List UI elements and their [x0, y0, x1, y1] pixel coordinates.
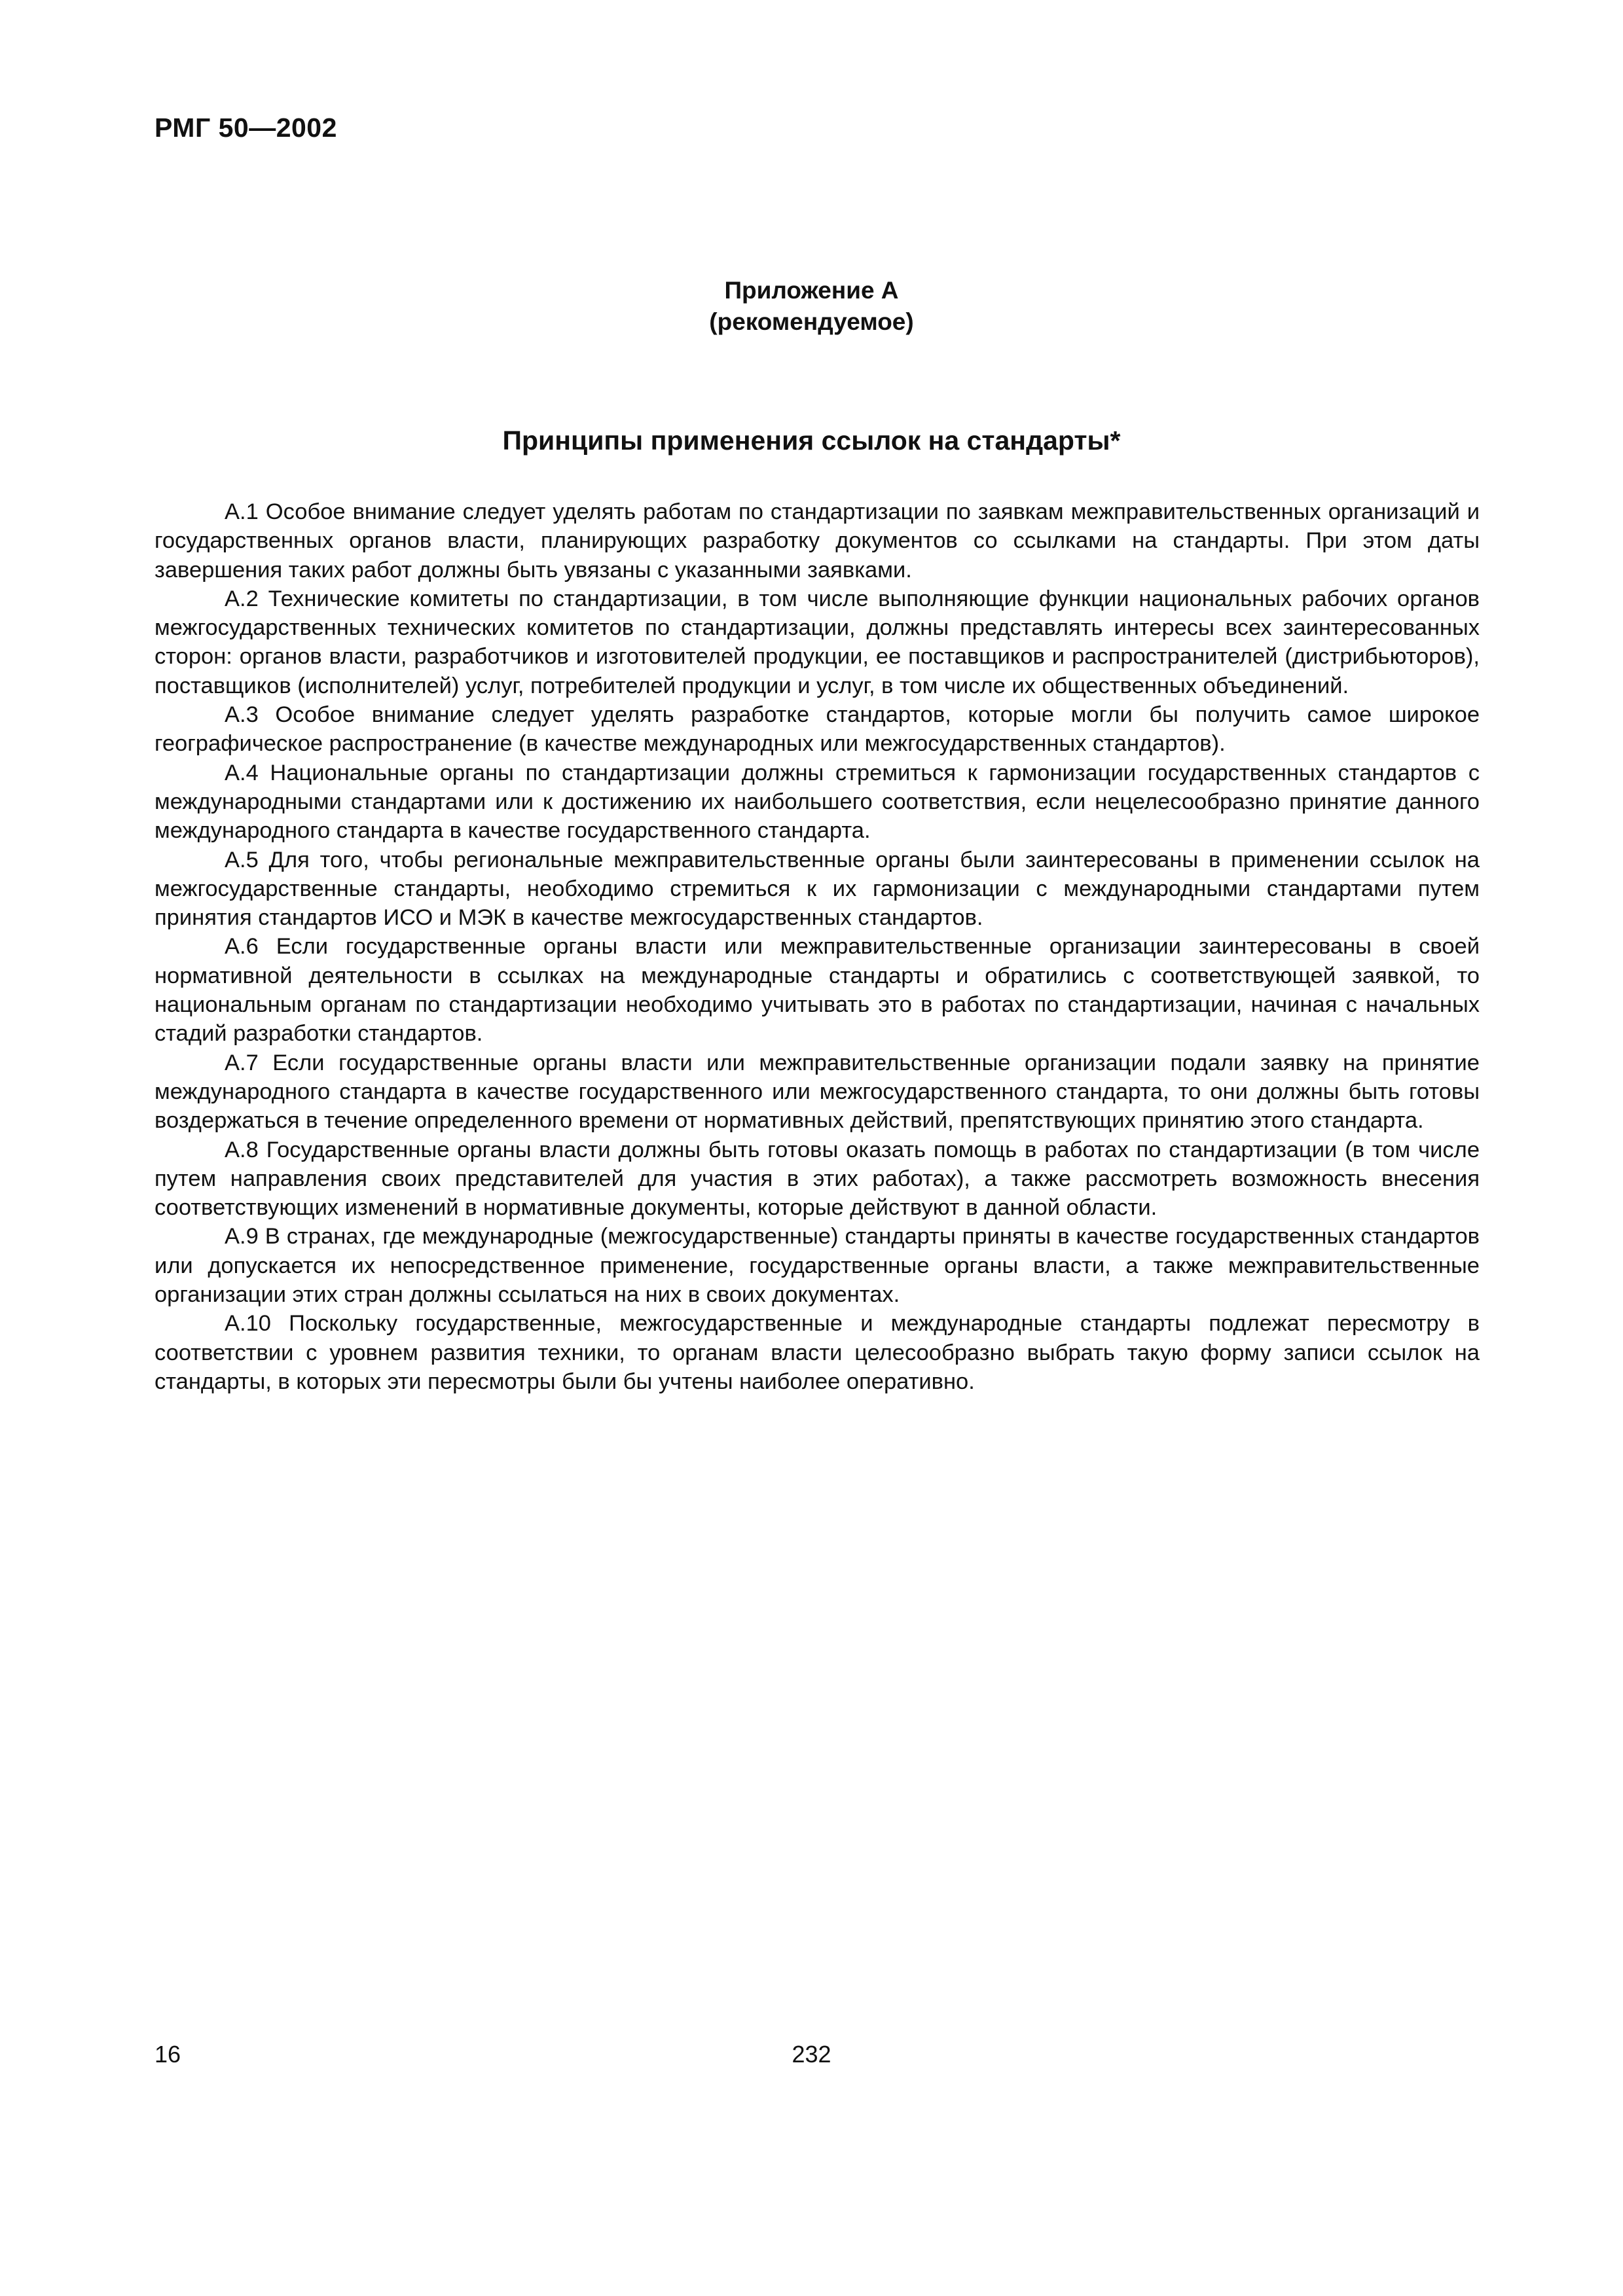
page-number-left: 16: [155, 2041, 181, 2068]
paragraph-a4: А.4 Национальные органы по стандартизации должны стремиться к гармонизации государственных стандартов с международными стандартами или к достижению их наибольшего соответствия, если нецелесообразно принятие данного международного стандарта в качестве государственного стандарта.: [155, 760, 1480, 844]
appendix-status: (рекомендуемое): [709, 308, 914, 335]
paragraph-a8: А.8 Государственные органы власти должны быть готовы оказать помощь в работах по стандартизации (в том числе путем направления своих представителей для участия в этих работах), а также рассмотреть возможность внесения соответствующих изменений в нормативные документы, которые действуют в данной области.: [155, 1137, 1480, 1221]
paragraph-a7: А.7 Если государственные органы власти или межправительственные организации подали заявку на принятие международного стандарта в качестве государственного или межгосударственного стандарта, то они должны быть готовы воздержаться в течение определенного времени от нормативных действий, препятствующих принятию этого стандарта.: [155, 1050, 1480, 1134]
section-title: Принципы применения ссылок на стандарты*: [502, 425, 1121, 456]
paragraph-a2: А.2 Технические комитеты по стандартизации, в том числе выполняющие функции национальных рабочих органов межгосударственных технических комитетов по стандартизации, должны представлять интересы всех заинтересованных сторон: органов власти, разработчиков и изготовителей продукции, ее поставщиков и распространителей (дистрибьюторов), поставщиков (исполнителей) услуг, потребителей продукции и услуг, в том числе их общественных объединений.: [155, 586, 1480, 698]
paragraph-a5: А.5 Для того, чтобы региональные межправительственные органы были заинтересованы в применении ссылок на межгосударственные стандарты, необходимо стремиться к их гармонизации с международными стандартами путем принятия стандартов ИСО и МЭК в качестве межгосударственных стандартов.: [155, 847, 1480, 931]
paragraph-a10: А.10 Поскольку государственные, межгосударственные и международные стандарты подлежат пересмотру в соответствии с уровнем развития техники, то органам власти целесообразно выбрать такую форму записи ссылок на стандарты, в которых эти пересмотры были бы учтены наиболее оперативно.: [155, 1311, 1480, 1394]
paragraph-a9: А.9 В странах, где международные (межгосударственные) стандарты приняты в качестве государственных стандартов или допускается их непосредственное применение, государственные органы власти, а также межправительственные организации этих стран должны ссылаться на них в своих документах.: [155, 1224, 1480, 1308]
appendix-heading: [0, 275, 1623, 338]
body-text: [155, 497, 1480, 1396]
appendix-label: Приложение А: [724, 277, 899, 304]
page-number-center: 232: [792, 2041, 831, 2068]
document-code: РМГ 50—2002: [155, 113, 337, 143]
paragraph-a1: А.1 Особое внимание следует уделять работам по стандартизации по заявкам межправительственных организаций и государственных органов власти, планирующих разработку документов со ссылками на стандарты. При этом даты завершения таких работ должны быть увязаны с указанными заявками.: [155, 499, 1480, 583]
paragraph-a6: А.6 Если государственные органы власти или межправительственные организации заинтересованы в своей нормативной деятельности в ссылках на международные стандарты и обратились с соответствующей заявкой, то национальным органам по стандартизации необходимо учитывать это в работах по стандартизации, начиная с начальных стадий разработки стандартов.: [155, 934, 1480, 1047]
paragraph-a3: А.3 Особое внимание следует уделять разработке стандартов, которые могли бы получить самое широкое географическое распространение (в качестве международных или межгосударственных стандартов).: [155, 702, 1480, 757]
